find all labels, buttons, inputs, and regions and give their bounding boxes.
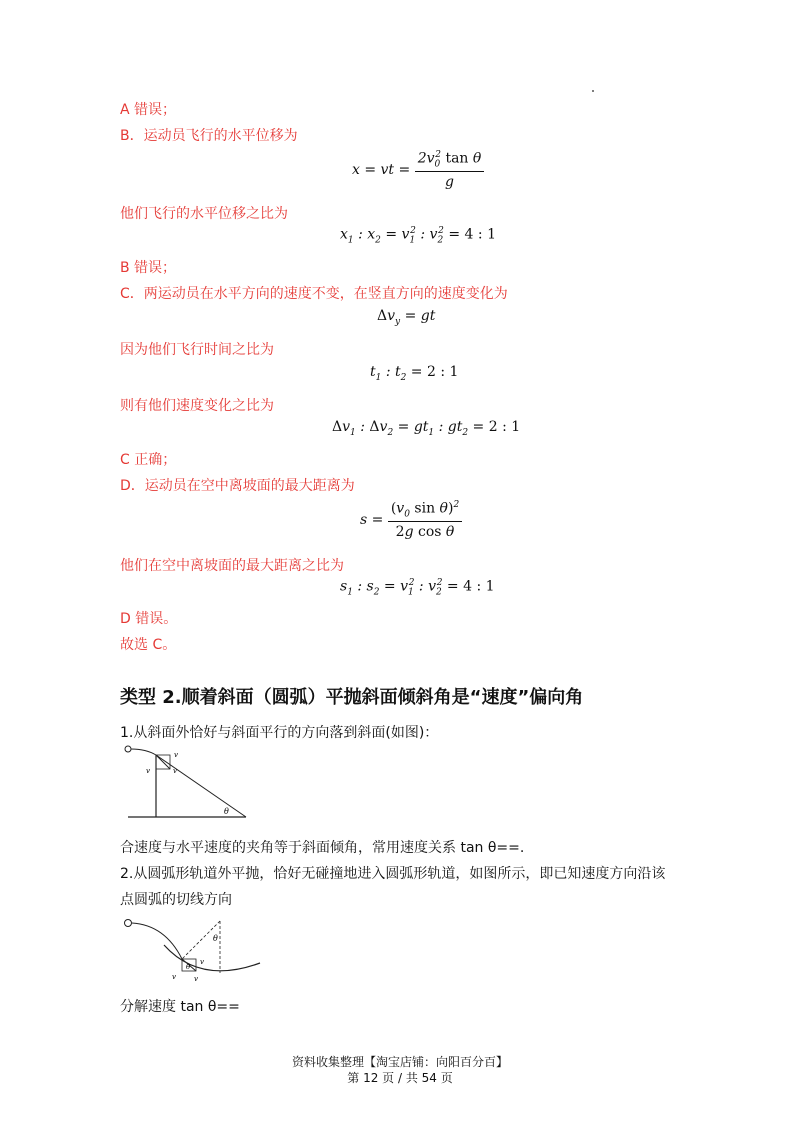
figure-incline-diagram	[118, 743, 248, 823]
equation-distance-ratio: $s_1$ : $s_2 = v_1^2$ : $v_2^2 = 4$ : 1	[340, 578, 495, 598]
item-1-note: 合速度与水平速度的夹角等于斜面倾角，常用速度关系 tan θ==.	[120, 840, 525, 856]
equation-velocity-change-ratio: $\Delta v_1$ : $\Delta v_2 = gt_1$ : $gt_2 = 2$ : 1	[332, 419, 521, 438]
line-b-intro: B．运动员飞行的水平位移为	[120, 128, 298, 144]
label-theta-point: θ	[186, 963, 191, 971]
label-v: v	[194, 975, 198, 983]
item-1-text: 1.从斜面外恰好与斜面平行的方向落到斜面(如图)：	[120, 725, 439, 741]
line-d-wrong: D 错误。	[120, 611, 178, 627]
label-vx: v	[174, 751, 178, 759]
item-2-text-line2: 点圆弧的切线方向	[120, 892, 232, 908]
label-theta-center: θ	[213, 934, 218, 943]
line-c-ratio-intro: 则有他们速度变化之比为	[120, 398, 274, 414]
ball-icon	[125, 746, 131, 752]
equation-time-ratio: $t_1$ : $t_2 = 2$ : 1	[370, 364, 459, 383]
equation-velocity-change: $\Delta v_y$ = gt	[377, 308, 436, 327]
line-choose: 故选 C。	[120, 637, 177, 653]
item-2-note: 分解速度 tan θ==	[120, 999, 240, 1015]
line-a-wrong: A 错误；	[120, 102, 177, 118]
equation-horizontal-displacement: x = vt = $\frac{2v_0^2 \tan \theta}{g}$	[352, 150, 484, 190]
footer-source: 资料收集整理【淘宝店铺：向阳百分百】	[291, 1055, 508, 1069]
arc-track	[164, 945, 260, 971]
ball-icon	[125, 920, 132, 927]
incline-line	[156, 755, 246, 817]
footer-page-number: 第 12 页 / 共 54 页	[347, 1071, 453, 1085]
velocity-arrow	[156, 755, 170, 769]
label-vy: v	[146, 767, 150, 775]
figure-arc-diagram	[120, 917, 270, 985]
section-title: 类型 2.顺着斜面（圆弧）平抛斜面倾斜角是“速度”偏向角	[120, 687, 584, 708]
page-mark-dot	[592, 90, 594, 92]
equation-displacement-ratio: $x_1$ : $x_2 = v_1^2$ : $v_2^2 = 4$ : 1	[340, 226, 496, 246]
label-vy: v	[172, 973, 176, 981]
trajectory-curve	[132, 923, 182, 959]
label-theta: θ	[224, 807, 229, 816]
trajectory-curve	[131, 749, 156, 755]
line-b-wrong: B 错误；	[120, 260, 177, 276]
line-b-ratio-intro: 他们飞行的水平位移之比为	[120, 206, 288, 222]
line-c-time-intro: 因为他们飞行时间之比为	[120, 342, 274, 358]
line-c-right: C 正确；	[120, 452, 177, 468]
line-c-intro: C．两运动员在水平方向的速度不变，在竖直方向的速度变化为	[120, 286, 508, 302]
equation-max-distance: s = $\frac{(v_0 \sin \theta)^2}{\text{2g cos θ}}$	[360, 500, 462, 540]
line-d-ratio-intro: 他们在空中离坡面的最大距离之比为	[120, 558, 344, 574]
item-2-text-line1: 2.从圆弧形轨道外平抛，恰好无碰撞地进入圆弧形轨道，如图所示，即已知速度方向沿该	[120, 866, 666, 882]
line-d-intro: D．运动员在空中离坡面的最大距离为	[120, 478, 355, 494]
label-v0: v	[200, 958, 204, 966]
label-v: v	[173, 767, 177, 775]
